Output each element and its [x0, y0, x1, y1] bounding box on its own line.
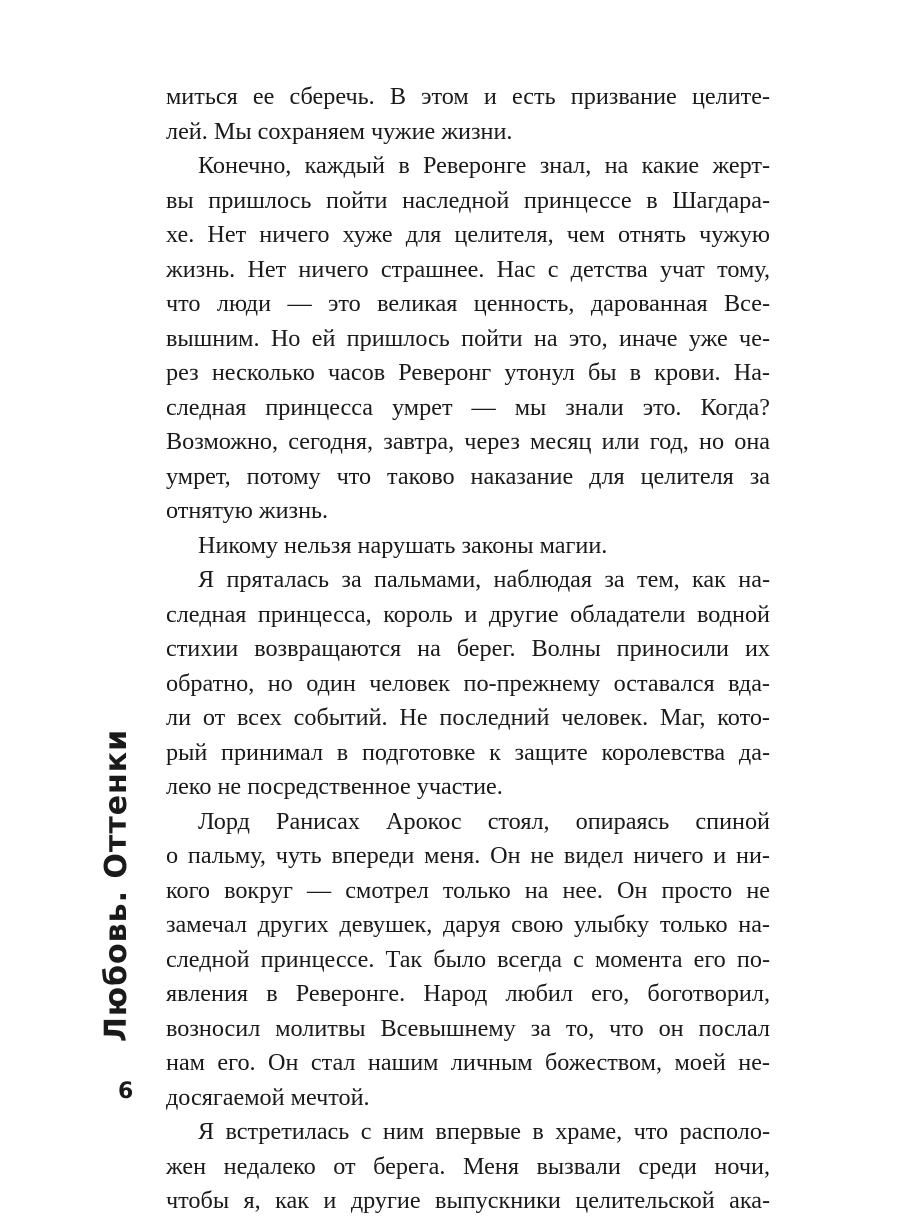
text-line: чтобы я, как и другие выпускники целительской ака- — [166, 1187, 770, 1214]
text-line: миться ее сберечь. В этом и есть призвание целите- — [166, 83, 770, 110]
text-line: Я встретилась с ним впервые в храме, что располо- — [198, 1118, 770, 1145]
text-line: Никому нельзя нарушать законы магии. — [198, 531, 608, 559]
text-line: Лорд Ранисах Арокос стоял, опираясь спиной — [198, 807, 770, 835]
text-line: нам его. Он стал нашим личным божеством, моей не- — [166, 1049, 770, 1076]
text-line: следная принцесса, король и другие обладатели водной — [166, 600, 770, 628]
text-line: возносил молитвы Всевышнему за то, что он послал — [166, 1014, 770, 1042]
text-line: жизнь. Нет ничего страшнее. Нас с детства учат тому, — [166, 255, 770, 283]
body-text — [166, 80, 770, 1219]
text-line: что люди — это великая ценность, дарованная Все- — [166, 290, 770, 317]
text-line: вышним. Но ей пришлось пойти на это, иначе уже че- — [166, 324, 770, 352]
book-series-title: Любовь. Оттенки — [99, 728, 134, 1042]
text-line: стихии возвращаются на берег. Волны приносили их — [166, 635, 770, 662]
text-line: ли от всех событий. Не последний человек. Маг, кото- — [166, 704, 770, 731]
text-line: хе. Нет ничего хуже для целителя, чем отнять чужую — [166, 221, 770, 248]
text-line: вы пришлось пойти наследной принцессе в Шагдара- — [166, 186, 770, 214]
text-line: досягаемой мечтой. — [166, 1083, 370, 1111]
text-line: рый принимал в подготовке к защите королевства да- — [166, 738, 770, 766]
page-number: 6 — [118, 1079, 134, 1104]
text-line: Возможно, сегодня, завтра, через месяц или год, но она — [166, 428, 770, 455]
text-line: умрет, потому что таково наказание для целителя за — [166, 462, 770, 490]
text-line: следной принцессе. Так было всегда с момента его по- — [166, 945, 770, 973]
text-line: отнятую жизнь. — [166, 497, 329, 524]
text-line: следная принцесса умрет — мы знали это. Когда? — [166, 393, 770, 421]
text-line: явления в Реверонге. Народ любил его, боготворил, — [166, 980, 770, 1007]
text-line: рез несколько часов Реверонг утонул бы в крови. На- — [166, 359, 770, 386]
text-line: замечал других девушек, даруя свою улыбку только на- — [166, 911, 770, 938]
text-line: лей. Мы сохраняем чужие жизни. — [166, 117, 513, 145]
text-line: жен недалеко от берега. Меня вызвали среди ночи, — [166, 1152, 770, 1180]
text-line: обратно, но один человек по-прежнему оставался вда- — [166, 669, 770, 697]
text-line: Конечно, каждый в Реверонге знал, на какие жерт- — [198, 152, 770, 179]
text-line: кого вокруг — смотрел только на нее. Он просто не — [166, 876, 770, 904]
text-line: леко не посредственное участие. — [166, 773, 503, 800]
text-line: о пальму, чуть впереди меня. Он не видел ничего и ни- — [166, 842, 770, 869]
text-line: Я пряталась за пальмами, наблюдая за тем, как на- — [198, 566, 770, 593]
